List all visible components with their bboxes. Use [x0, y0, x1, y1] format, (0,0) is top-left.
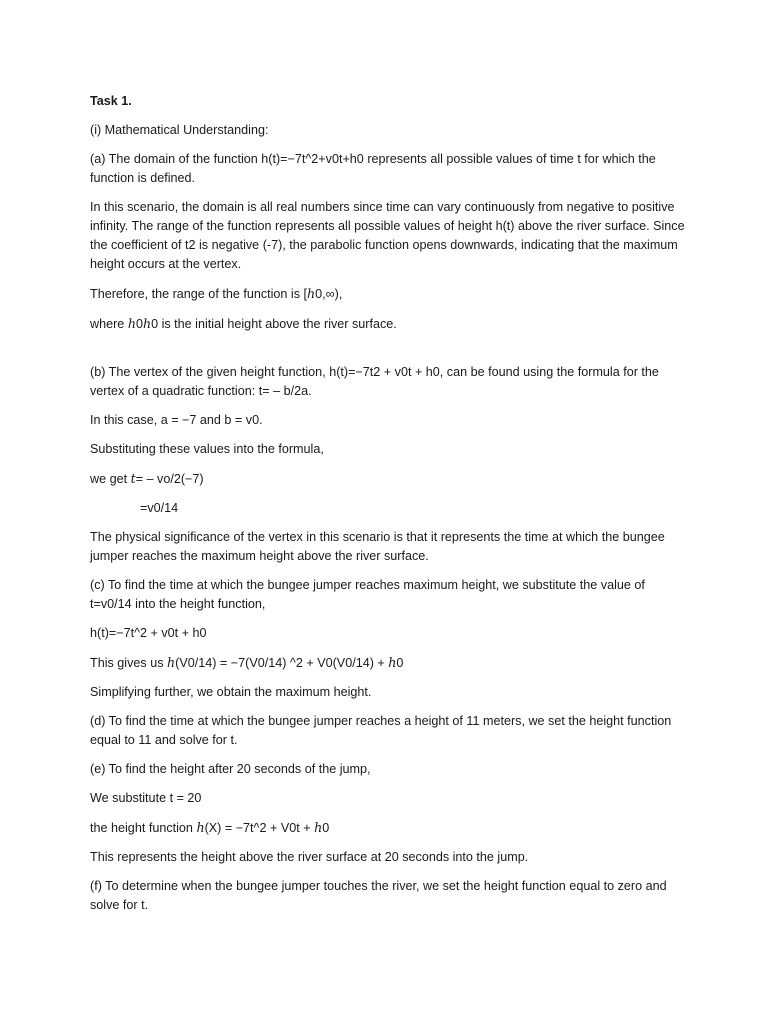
- section-heading: (i) Mathematical Understanding:: [90, 123, 269, 137]
- paragraph-b-vertex: (b) The vertex of the given height function, h(t)=−7t2 + v0t + h0, can be found using the formula for the vertex of a quadratic function: t= – b/2a.: [90, 365, 659, 398]
- initial-math-h1: ℎ: [127, 316, 136, 331]
- paragraph-b-result: [90, 469, 690, 489]
- hf-text-end: 0: [322, 821, 330, 835]
- result-math-t: t: [130, 471, 136, 486]
- sub-text-post: (V0/14) = −7(V0/14) ^2 + V0(V0/14) +: [175, 656, 389, 670]
- paragraph-b-significance: The physical significance of the vertex in this scenario is that it represents the time at which the bungee jumper reaches the maximum height above the river surface.: [90, 530, 665, 563]
- hf-math-h2: h: [314, 820, 323, 835]
- sub-text-end: 0: [396, 656, 404, 670]
- paragraph-b-simplified: =v0/14: [140, 501, 179, 515]
- sub-math-h2: h: [388, 655, 397, 670]
- paragraph-b-substituting: Substituting these values into the formula,: [90, 442, 324, 456]
- paragraph-c-function: h(t)=−7t^2 + v0t + h0: [90, 626, 207, 640]
- range-math-h: ℎ: [307, 286, 316, 301]
- result-text-pre: we get: [90, 472, 131, 486]
- document-page: [90, 92, 690, 925]
- hf-text-pre: the height function: [90, 821, 197, 835]
- paragraph-e-substitute: We substitute t = 20: [90, 791, 202, 805]
- sub-math-h1: h: [167, 655, 176, 670]
- paragraph-c-substitution: [90, 653, 690, 673]
- spacer: [90, 344, 690, 363]
- initial-text-post: 0 is the initial height above the river surface.: [151, 317, 397, 331]
- initial-math-h2: ℎ: [142, 316, 152, 331]
- paragraph-c-max-height: (c) To find the time at which the bungee jumper reaches maximum height, we substitute the value of t=v0/14 into the height function,: [90, 578, 645, 611]
- paragraph-a-initial-height: [90, 314, 690, 334]
- paragraph-e-represents: This represents the height above the river surface at 20 seconds into the jump.: [90, 850, 529, 864]
- task-heading: Task 1.: [90, 94, 132, 108]
- paragraph-d-eleven-meters: (d) To find the time at which the bungee jumper reaches a height of 11 meters, we set the height function equal to 11 and solve for t.: [90, 714, 672, 747]
- paragraph-f-touch-river: (f) To determine when the bungee jumper touches the river, we set the height function equal to zero and solve for t.: [90, 879, 667, 912]
- initial-text-mid: 0: [135, 317, 143, 331]
- range-text-post: 0,∞),: [315, 287, 343, 301]
- paragraph-e-twenty-seconds: (e) To find the height after 20 seconds of the jump,: [90, 762, 371, 776]
- hf-math-h1: h: [196, 820, 205, 835]
- paragraph-c-simplify: Simplifying further, we obtain the maximum height.: [90, 685, 372, 699]
- sub-text-pre: This gives us: [90, 656, 167, 670]
- paragraph-a-range: [90, 284, 690, 304]
- result-text-post: = – vo/2(−7): [135, 472, 204, 486]
- paragraph-b-values: In this case, a = −7 and b = v0.: [90, 413, 263, 427]
- paragraph-a-domain: (a) The domain of the function h(t)=−7t^2+v0t+h0 represents all possible values of time t for which the function is defined.: [90, 152, 656, 185]
- range-text-pre: Therefore, the range of the function is [: [90, 287, 308, 301]
- paragraph-e-height-function: [90, 818, 690, 838]
- paragraph-a-explanation: In this scenario, the domain is all real numbers since time can vary continuously from negative to positive infinity. The range of the function represents all possible values of height h(t) above the river surface. Since the coefficient of t2 is negative (-7), the parabolic function opens downwards, indicating that the maximum height occurs at the vertex.: [90, 200, 685, 271]
- hf-text-post: (X) = −7t^2 + V0t +: [204, 821, 315, 835]
- initial-text-pre: where: [90, 317, 128, 331]
